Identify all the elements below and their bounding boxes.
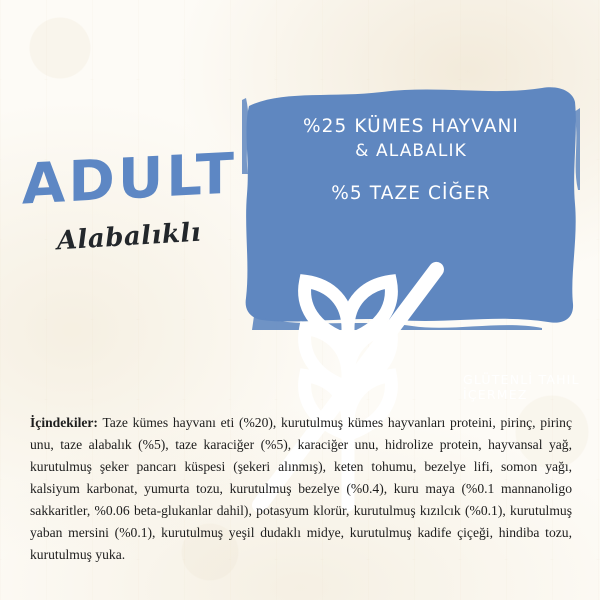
banner-line-1: %25 KÜMES HAYVANI xyxy=(302,116,519,137)
banner-content xyxy=(242,78,580,403)
ingredients-label: İçindekiler: xyxy=(30,414,98,430)
gluten-free-text: GLÜTENLİ TAHIL İÇERMEZ xyxy=(462,372,580,403)
banner-line-2: & ALABALIK xyxy=(355,140,467,161)
product-title: ADULT xyxy=(22,141,237,218)
product-subtitle: Alabalıklı xyxy=(55,217,202,257)
banner-line-3: %5 TAZE CİĞER xyxy=(331,183,491,205)
composition-banner xyxy=(242,78,580,403)
ingredients-paragraph xyxy=(30,412,572,566)
product-title-block xyxy=(22,141,237,257)
ingredients-text: Taze kümes hayvanı eti (%20), kurutulmuş kümes hayvanları proteini, pirinç, pirinç unu, taze alabalık (%5), taze karaciğer (%5), karaciğer unu, hidrolize protein, hayvansal yağ, kurutulmuş şeker pancarı küspesi (şekeri alınmış), keten tohumu, bezelye lifi, somon yağı, kalsiyum karbonat, yumurta tozu, kurutulmuş bezelye (%0.4), kuru maya (%0.1 mannanoligo sakkaritler, %0.06 beta-glukanlar dahil), potasyum klorür, kurutulmuş kızılcık (%0.1), kurutulmuş yaban mersini (%0.1), kurutulmuş yeşil dudaklı midye, kurutulmuş kadife çiçeği, hindiba tozu, kurutulmuş yuka. xyxy=(30,414,572,562)
